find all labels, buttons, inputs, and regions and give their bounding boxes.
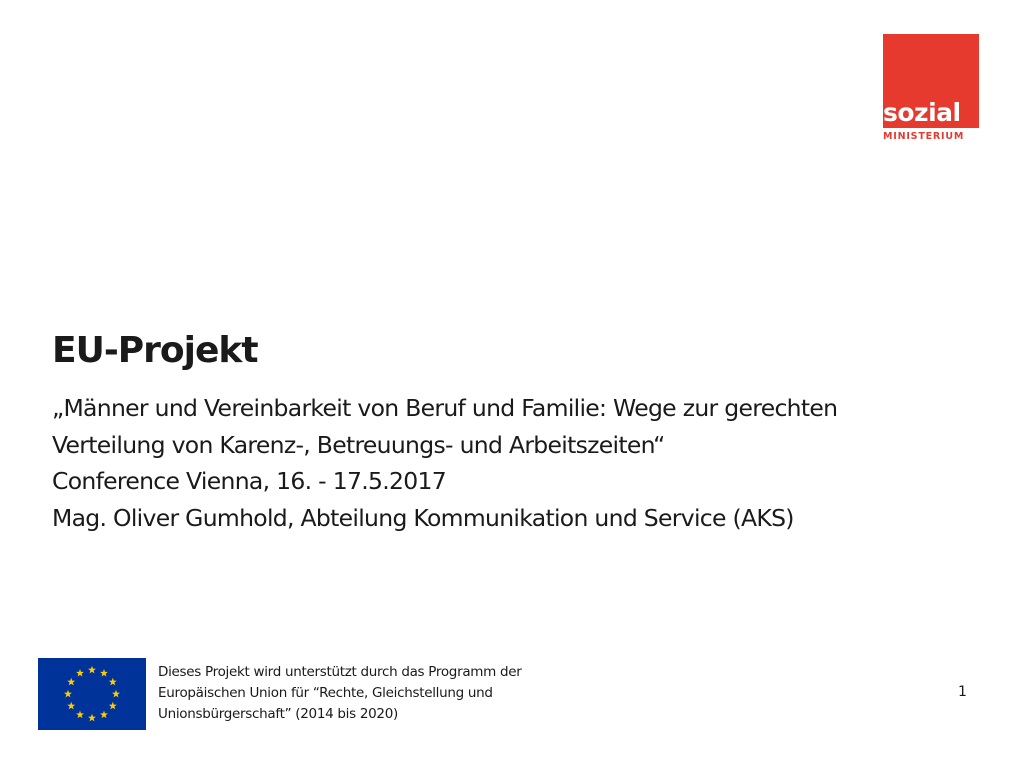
eu-flag-graphic xyxy=(38,658,146,730)
sozialministerium-logo xyxy=(883,34,979,144)
eu-flag-icon xyxy=(38,658,146,730)
speaker-info: Mag. Oliver Gumhold, Abteilung Kommunikation und Service (AKS) xyxy=(52,503,794,532)
funding-notice-line-2: Europäischen Union für “Rechte, Gleichstellung und xyxy=(158,685,493,701)
slide-body xyxy=(52,390,992,536)
funding-notice xyxy=(158,662,578,725)
logo-subtitle: MINISTERIUM xyxy=(883,131,965,142)
funding-notice-line-3: Unionsbürgerschaft” (2014 bis 2020) xyxy=(158,706,398,722)
project-title-line-2: Verteilung von Karenz-, Betreuungs- und Arbeitszeiten“ xyxy=(52,430,665,459)
funding-notice-line-1: Dieses Projekt wird unterstützt durch das Programm der xyxy=(158,664,522,680)
logo-wordmark: sozial xyxy=(883,98,961,127)
project-title-line-1: „Männer und Vereinbarkeit von Beruf und Familie: Wege zur gerechten xyxy=(52,394,838,422)
logo-red-square xyxy=(883,34,979,106)
slide-title: EU-Projekt xyxy=(52,330,258,371)
conference-info: Conference Vienna, 16. - 17.5.2017 xyxy=(52,467,447,495)
page-number: 1 xyxy=(958,684,967,700)
